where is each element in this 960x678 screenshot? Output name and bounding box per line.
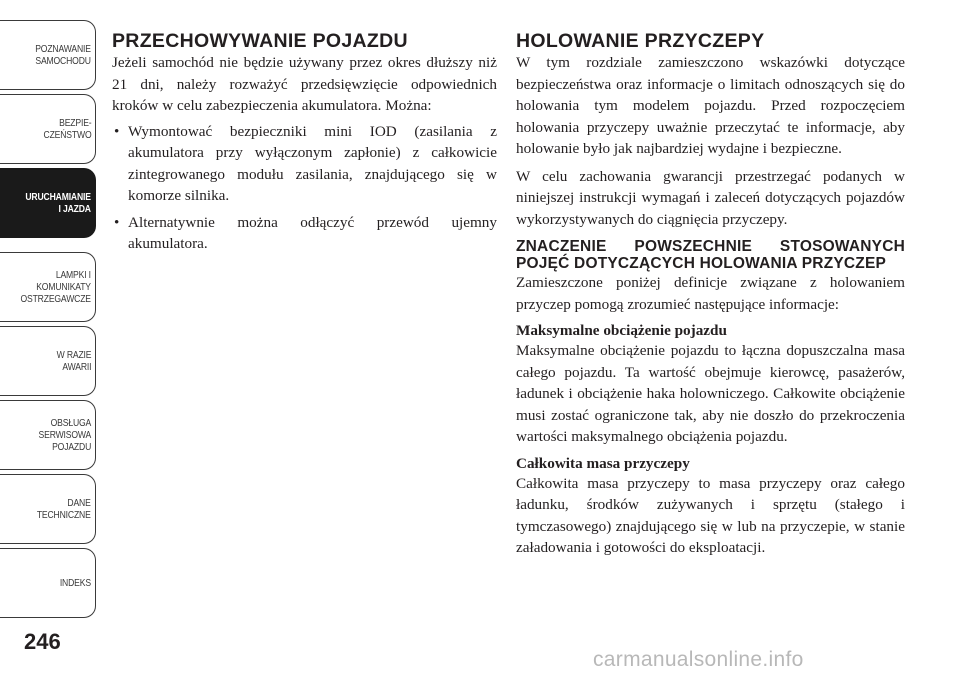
- definition-total-trailer-mass: Całkowita masa przyczepy to masa przyczepy oraz całego ładunku, środków zużywanych i sprzętu (stałego i tymczasowego) znajdującego się w lub na przyczepie, w stanie załadowania i gotowości do eksploatacji.: [516, 474, 905, 556]
- tab-label: W RAZIE AWARII: [56, 349, 91, 373]
- watermark: carmanualsonline.info: [593, 648, 804, 671]
- tab-poznawanie-samochodu[interactable]: [0, 20, 96, 90]
- term-max-vehicle-load: Maksymalne obciążenie pojazdu: [516, 322, 727, 339]
- page-number: 246: [24, 629, 61, 654]
- towing-para-2: W celu zachowania gwarancji przestrzegać podanych w niniejszej instrukcji wymagań i zaleceń dotyczących pojazdów wykorzystywanych do ciągnięcia przyczepy.: [516, 167, 905, 228]
- definition-max-vehicle-load: Maksymalne obciążenie pojazdu to łączna dopuszczalna masa całego pojazdu. Ta wartość obejmuje kierowcę, pasażerów, ładunek i obciążenie haka holowniczego. Całkowite obciążenie musi zostać ograniczone tak, aby nie doszło do przekroczenia wartości maksymalnego obciążenia pojazdu.: [516, 342, 905, 445]
- left-column: [112, 30, 497, 260]
- storage-bullet-list: [112, 121, 497, 255]
- tab-label: BEZPIE- CZEŃSTWO: [43, 117, 91, 141]
- list-item: • Alternatywnie można odłączyć przewód ujemny akumulatora.: [112, 212, 497, 255]
- tab-uruchamianie-i-jazda[interactable]: [0, 168, 96, 238]
- tab-dane-techniczne[interactable]: [0, 474, 96, 544]
- tab-label: URUCHAMIANIE I JAZDA: [25, 191, 91, 215]
- tab-label: INDEKS: [59, 577, 91, 589]
- right-column: [516, 30, 905, 559]
- storage-intro: Jeżeli samochód nie będzie używany przez okres dłuższy niż 21 dni, należy rozważyć przedsięwzięcie odpowiednich kroków w celu zabezpieczenia akumulatora. Można:: [112, 54, 497, 114]
- tab-bezpieczenstwo[interactable]: [0, 94, 96, 164]
- tab-obsluga-serwisowa[interactable]: [0, 400, 96, 470]
- tab-label: POZNAWANIE SAMOCHODU: [35, 43, 91, 67]
- section-title-towing: HOLOWANIE PRZYCZEPY: [516, 30, 765, 52]
- towing-para-1: W tym rozdziale zamieszczono wskazówki dotyczące bezpieczeństwa oraz informacje o limitach odnoszących się do holowania tym modelem pojazdu. Przed rozpoczęciem holowania przyczepy uważnie przeczytać te informacje, aby holowanie było jak najbardziej wydajne i bezpieczne.: [516, 54, 905, 157]
- tab-lampki-i-komunikaty[interactable]: [0, 252, 96, 322]
- tab-label: OBSŁUGA SERWISOWA POJAZDU: [38, 417, 91, 453]
- tab-indeks[interactable]: [0, 548, 96, 618]
- tab-w-razie-awarii[interactable]: [0, 326, 96, 396]
- term-total-trailer-mass: Całkowita masa przyczepy: [516, 454, 690, 472]
- section-title-storage: PRZECHOWYWANIE POJAZDU: [112, 30, 408, 52]
- tab-label: LAMPKI I KOMUNIKATY OSTRZEGAWCZE: [20, 269, 91, 305]
- tab-label: DANE TECHNICZNE: [37, 497, 91, 521]
- subsection-title-definitions: ZNACZENIE POWSZECHNIE STOSOWANYCH POJĘĆ DOTYCZĄCYCH HOLOWANIA PRZYCZEP: [516, 238, 905, 272]
- list-item: • Wymontować bezpieczniki mini IOD (zasilania z akumulatora przy wyłączonym zapłonie) z całkowicie zintegrowanego modułu zasilania, znajdującego się w komorze silnika.: [112, 121, 497, 207]
- definitions-intro: Zamieszczone poniżej definicje związane z holowaniem przyczep pomogą zrozumieć następujące informacje:: [516, 274, 905, 313]
